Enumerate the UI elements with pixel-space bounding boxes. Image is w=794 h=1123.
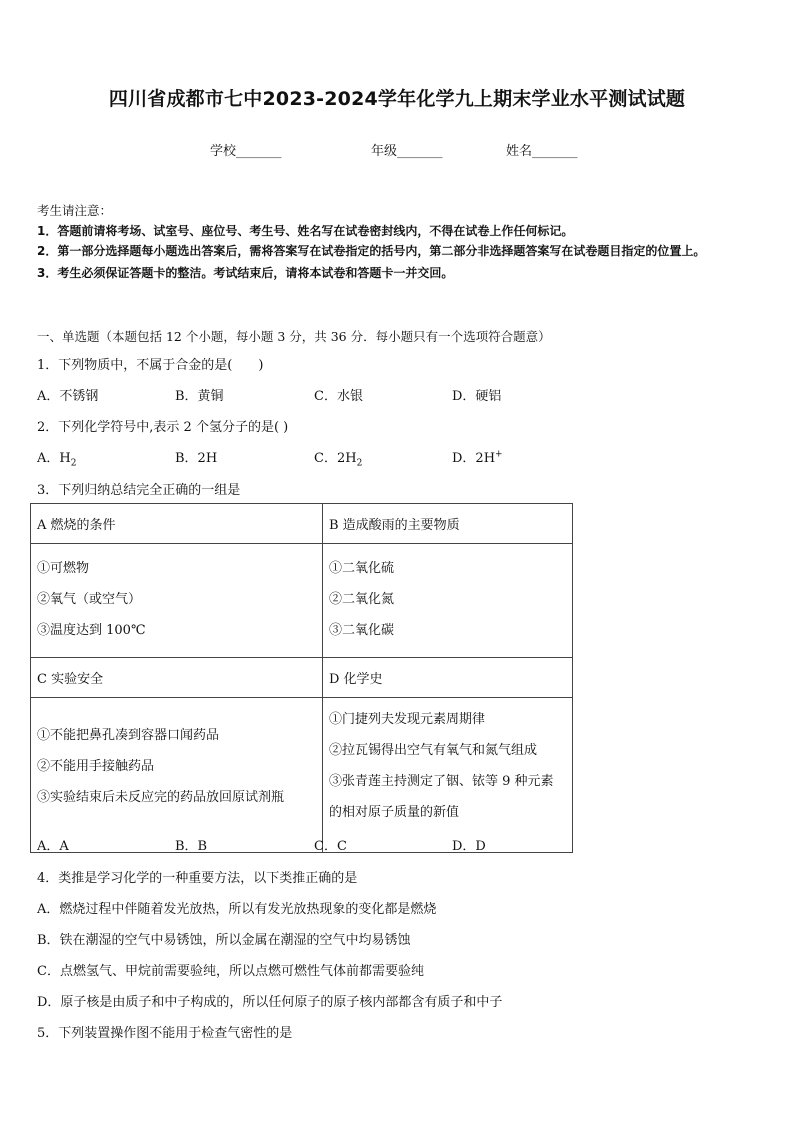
notice-item: 1．答题前请将考场、试室号、座位号、考生号、姓名写在试卷密封线内，不得在试卷上作任何标记。 — [37, 224, 574, 238]
cell-c-body — [31, 698, 323, 853]
notice-heading: 考生请注意： — [37, 203, 113, 218]
q1-option-a: A．不锈钢 — [37, 389, 99, 404]
cell-item: ①二氧化硫 — [329, 561, 395, 576]
q4-option-d: D．原子核是由质子和中子构成的，所以任何原子的原子核内部都含有质子和中子 — [37, 995, 503, 1010]
cell-item: 的相对原子质量的新值 — [329, 805, 460, 820]
q3-option-c: C．C — [314, 839, 347, 854]
cell-item: ③温度达到 100℃ — [37, 623, 146, 638]
q4-option-b: B．铁在潮湿的空气中易锈蚀，所以金属在潮湿的空气中均易锈蚀 — [37, 933, 411, 948]
q4-option-c: C．点燃氢气、甲烷前需要验纯，所以点燃可燃性气体前都需要验纯 — [37, 964, 424, 979]
cell-item: ②拉瓦锡得出空气有氧气和氮气组成 — [329, 743, 538, 758]
cell-item: ②氧气（或空气） — [37, 592, 142, 607]
notice-item: 3．考生必须保证答题卡的整洁。考试结束后，请将本试卷和答题卡一并交回。 — [37, 266, 454, 280]
notice-item: 2．第一部分选择题每小题选出答案后，需将答案写在试卷指定的括号内，第二部分非选择题答案写在试卷题目指定的位置上。 — [37, 244, 706, 258]
question-5-stem: 5．下列装置操作图不能用于检查气密性的是 — [37, 1026, 293, 1041]
question-4-stem: 4．类推是学习化学的一种重要方法，以下类推正确的是 — [37, 871, 358, 886]
cell-a-body — [31, 544, 323, 658]
notice-block — [37, 201, 762, 283]
q1-option-c: C．水银 — [314, 389, 363, 404]
q3-option-a: A．A — [37, 839, 69, 854]
q1-option-b: B．黄铜 — [175, 389, 224, 404]
cell-item: ①不能把鼻孔凑到容器口闻药品 — [37, 728, 220, 743]
cell-d-body — [323, 698, 573, 853]
q2-option-a: A．$H_2$ — [37, 451, 77, 469]
q1-option-d: D．硬铝 — [452, 389, 502, 404]
grade-field: 年级_______ — [371, 144, 443, 159]
cell-d-head: D 化学史 — [323, 658, 573, 698]
cell-item: ②二氧化氮 — [329, 592, 395, 607]
question-1-stem: 1．下列物质中，不属于合金的是( ) — [37, 358, 264, 373]
question-3-stem: 3．下列归纳总结完全正确的一组是 — [37, 483, 241, 498]
q3-option-b: B．B — [175, 839, 208, 854]
q2-option-d: D．2H+ — [452, 449, 503, 466]
q2-option-b: B．2H — [175, 451, 218, 466]
cell-item: ①门捷列夫发现元素周期律 — [329, 712, 486, 727]
name-field: 姓名_______ — [506, 144, 578, 159]
school-field: 学校_______ — [210, 144, 282, 159]
cell-a-head: A 燃烧的条件 — [31, 504, 323, 544]
cell-item: ②不能用手接触药品 — [37, 759, 155, 774]
cell-item: ③二氧化碳 — [329, 623, 395, 638]
cell-c-head: C 实验安全 — [31, 658, 323, 698]
cell-b-head: B 造成酸雨的主要物质 — [323, 504, 573, 544]
cell-item: ③实验结束后未反应完的药品放回原试剂瓶 — [37, 790, 285, 805]
cell-b-body — [323, 544, 573, 658]
question-2-stem: 2．下列化学符号中,表示 2 个氢分子的是( ) — [37, 420, 289, 435]
section-heading: 一、单选题（本题包括 12 个小题，每小题 3 分，共 36 分．每小题只有一个选项符合题意） — [37, 329, 551, 344]
q2-option-c: C．$2H_2$ — [314, 451, 363, 469]
cell-item: ③张青莲主持测定了铟、铱等 9 种元素 — [329, 774, 554, 789]
q4-option-a: A．燃烧过程中伴随着发光放热，所以有发光放热现象的变化都是燃烧 — [37, 902, 437, 917]
q3-table — [30, 503, 573, 853]
q3-option-d: D．D — [452, 839, 486, 854]
page-title: 四川省成都市七中2023-2024学年化学九上期末学业水平测试试题 — [108, 88, 686, 110]
cell-item: ①可燃物 — [37, 561, 90, 576]
